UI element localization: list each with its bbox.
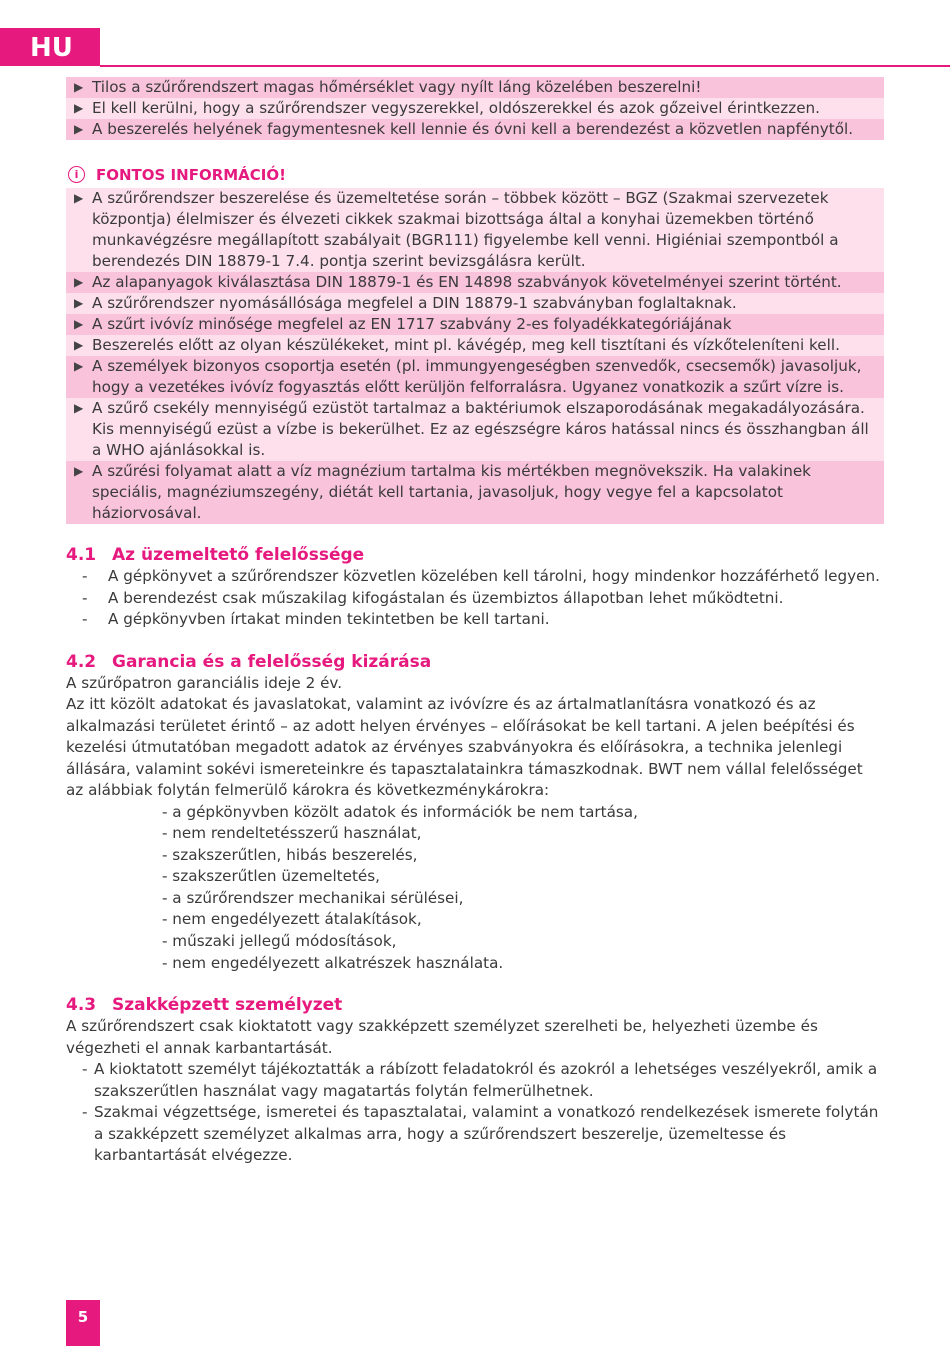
page-number: 5 bbox=[66, 1300, 100, 1346]
list-item: - nem rendeltetésszerű használat, bbox=[162, 824, 422, 843]
notice-item: ▶ Az alapanyagok kiválasztása DIN 18879-1 és EN 14898 szabványok követelményei szerint történt. bbox=[66, 272, 884, 293]
section-4-3-list bbox=[66, 1059, 884, 1167]
liability-paragraph: Az itt közölt adatokat és javaslatokat, valamint az ivóvízre és az ártalmatlanításra vonatkozó és az alkalmazási területet érintő – az adott helyen érvényes – előírásokat be kell tartani. A jelen beépítési és kezelési útmutatóban megadott adatok az érvényes szabványokra és előírásokra, a technika jelenlegi állására, valamint sokévi ismereteinkre és tapasztalatainkra támaszkodnak. BWT nem vállal felelősséget az alábbiak folytán felmerülő károkra és következménykárokra: bbox=[66, 695, 863, 799]
triangle-bullet-icon: ▶ bbox=[74, 101, 84, 115]
page-content bbox=[66, 77, 884, 1167]
notice-heading: i FONTOS INFORMÁCIÓ! bbox=[66, 162, 884, 188]
list-item: - A gépkönyvet a szűrőrendszer közvetlen közelében kell tárolni, hogy mindenkor hozzáférhető legyen. bbox=[82, 567, 880, 585]
notice-item: ▶ A szűrőrendszer nyomásállósága megfelel a DIN 18879-1 szabványban foglaltaknak. bbox=[66, 293, 884, 314]
list-item: - A gépkönyvben írtakat minden tekintetben be kell tartani. bbox=[82, 610, 550, 628]
notice-item: ▶ A szűrési folyamat alatt a víz magnézium tartalma kis mértékben megnövekszik. Ha valakinek speciális, magnéziumszegény, diétát kell tartania, javasoljuk, hogy vegye fel a kapcsolatot háziorvosával. bbox=[66, 461, 884, 524]
liability-exclusion-list bbox=[66, 802, 884, 975]
list-item: - műszaki jellegű módosítások, bbox=[162, 932, 397, 951]
section-title-4-2: 4.2 Garancia és a felelősség kizárása bbox=[66, 651, 432, 672]
section-title-4-1: 4.1 Az üzemeltető felelőssége bbox=[66, 545, 365, 565]
section-4-1-list bbox=[66, 566, 884, 631]
triangle-bullet-icon: ▶ bbox=[74, 80, 84, 94]
list-item: - szakszerűtlen, hibás beszerelés, bbox=[162, 845, 418, 864]
header-rule bbox=[100, 65, 950, 67]
list-item: - Szakmai végzettsége, ismeretei és tapasztalatai, valamint a vonatkozó rendelkezések ismerete folytán a szakképzett személyzet alkalmas arra, hogy a szűrőrendszert beszerelje, üzemeltesse és karbantartását elvégezze. bbox=[82, 1103, 879, 1165]
info-icon: i bbox=[68, 166, 85, 183]
notice-item: ▶ Beszerelés előtt az olyan készülékeket, mint pl. kávégép, meg kell tisztítani és vízkőteleníteni kell. bbox=[66, 335, 884, 356]
warranty-period: A szűrőpatron garanciális ideje 2 év. bbox=[66, 673, 343, 692]
triangle-bullet-icon: ▶ bbox=[74, 401, 84, 415]
list-item: - a gépkönyvben közölt adatok és információk be nem tartása, bbox=[162, 802, 638, 821]
warning-item: ▶ El kell kerülni, hogy a szűrőrendszer vegyszerekkel, oldószerekkel és azok gőzeivel érintkezzen. bbox=[66, 98, 884, 119]
list-item: - a szűrőrendszer mechanikai sérülései, bbox=[162, 888, 464, 907]
notice-list bbox=[66, 188, 884, 524]
list-item: - nem engedélyezett alkatrészek használata. bbox=[162, 953, 504, 972]
triangle-bullet-icon: ▶ bbox=[74, 122, 84, 136]
warning-item: ▶ A beszerelés helyének fagymentesnek kell lennie és óvni kell a berendezést a közvetlen napfénytől. bbox=[66, 119, 884, 140]
notice-item: ▶ A szűrőrendszer beszerelése és üzemeltetése során – többek között – BGZ (Szakmai szervezetek központja) élelmiszer és élvezeti cikkek szakmai bizottsága által a konyhai üzemekben történő munkavégzésre megállapított szabályait (BGR111) figyelembe kell venni. Higiéniai szempontból a berendezés DIN 18879-1 7.4. pontja szerint bevizsgálásra került. bbox=[66, 188, 884, 272]
language-tab: HU bbox=[0, 28, 100, 66]
triangle-bullet-icon: ▶ bbox=[74, 359, 84, 373]
triangle-bullet-icon: ▶ bbox=[74, 338, 84, 352]
warning-item: ▶ Tilos a szűrőrendszert magas hőmérséklet vagy nyílt láng közelében beszerelni! bbox=[66, 77, 884, 98]
staff-paragraph: A szűrőrendszert csak kioktatott vagy szakképzett személyzet szerelheti be, helyezheti üzembe és végezheti el annak karbantartását. bbox=[66, 1017, 818, 1057]
triangle-bullet-icon: ▶ bbox=[74, 191, 84, 205]
section-title-4-3: 4.3 Szakképzett személyzet bbox=[66, 995, 343, 1016]
list-item: - szakszerűtlen üzemeltetés, bbox=[162, 867, 381, 886]
triangle-bullet-icon: ▶ bbox=[74, 464, 84, 478]
list-item: - nem engedélyezett átalakítások, bbox=[162, 910, 422, 929]
triangle-bullet-icon: ▶ bbox=[74, 296, 84, 310]
triangle-bullet-icon: ▶ bbox=[74, 317, 84, 331]
list-item: - A kioktatott személyt tájékoztatták a rábízott feladatokról és azokról a lehetséges veszélyekről, amik a szakszerűtlen használat vagy magatartás folytán felmerülhetnek. bbox=[82, 1060, 878, 1100]
list-item: - A berendezést csak műszakilag kifogástalan és üzembiztos állapotban lehet működtetni. bbox=[82, 588, 784, 607]
notice-item: ▶ A szűrő csekély mennyiségű ezüstöt tartalmaz a baktériumok elszaporodásának megakadályozására. Kis mennyiségű ezüst a vízbe is bekerülhet. Ez az egészségre káros hatással nincs és összhangban áll a WHO ajánlásokkal is. bbox=[66, 398, 884, 461]
warning-list bbox=[66, 77, 884, 140]
triangle-bullet-icon: ▶ bbox=[74, 275, 84, 289]
notice-item: ▶ A személyek bizonyos csoportja esetén (pl. immungyengeségben szenvedők, csecsemők) javasoljuk, hogy a vezetékes ivóvíz fogyasztás előtt kerüljön felforralásra. Ugyanez vonatkozik a szűrt vízre is. bbox=[66, 356, 884, 398]
notice-item: ▶ A szűrt ivóvíz minősége megfelel az EN 1717 szabvány 2-es folyadékkategóriájának bbox=[66, 314, 884, 335]
